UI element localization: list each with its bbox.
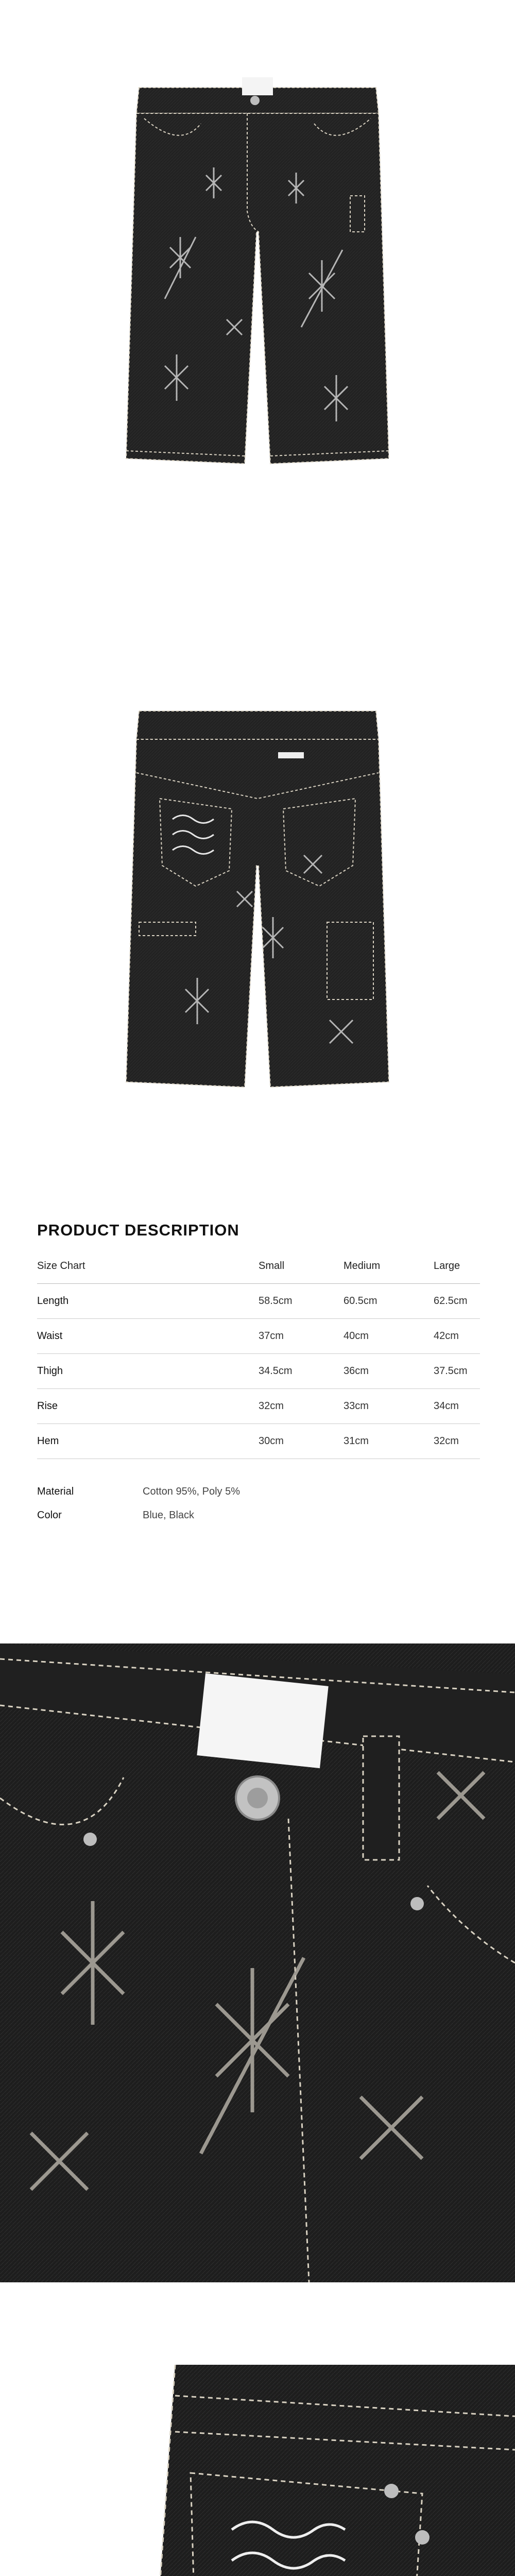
row-label: Rise bbox=[37, 1389, 259, 1424]
cell-large: 37.5cm bbox=[434, 1354, 480, 1389]
shorts-back-illustration bbox=[124, 701, 391, 1097]
cell-small: 32cm bbox=[259, 1389, 344, 1424]
size-chart-table bbox=[37, 1260, 480, 1459]
spec-row-color bbox=[37, 1503, 480, 1527]
cell-medium: 40cm bbox=[344, 1319, 434, 1354]
cell-small: 37cm bbox=[259, 1319, 344, 1354]
cell-small: 30cm bbox=[259, 1424, 344, 1459]
cell-large: 32cm bbox=[434, 1424, 480, 1459]
spec-label: Color bbox=[37, 1509, 62, 1521]
cell-large: 34cm bbox=[434, 1389, 480, 1424]
cell-medium: 33cm bbox=[344, 1389, 434, 1424]
size-chart-header: Size Chart bbox=[37, 1260, 259, 1284]
row-label: Hem bbox=[37, 1424, 259, 1459]
cell-medium: 31cm bbox=[344, 1424, 434, 1459]
product-photo-front bbox=[124, 77, 391, 474]
detail-front-illustration bbox=[0, 1643, 515, 2282]
table-row bbox=[37, 1354, 480, 1389]
spec-value: Cotton 95%, Poly 5% bbox=[143, 1485, 240, 1497]
spec-value: Blue, Black bbox=[143, 1509, 195, 1521]
row-label: Waist bbox=[37, 1319, 259, 1354]
product-description bbox=[37, 1221, 480, 1527]
spec-row-material bbox=[37, 1480, 480, 1503]
size-medium-header: Medium bbox=[344, 1260, 434, 1284]
cell-large: 62.5cm bbox=[434, 1284, 480, 1319]
product-photo-detail-front bbox=[0, 1643, 515, 2282]
shorts-front-illustration bbox=[124, 77, 391, 474]
table-row bbox=[37, 1389, 480, 1424]
cell-small: 34.5cm bbox=[259, 1354, 344, 1389]
size-small-header: Small bbox=[259, 1260, 344, 1284]
size-chart-header-row bbox=[37, 1260, 480, 1284]
spec-list bbox=[37, 1480, 480, 1527]
spec-label: Material bbox=[37, 1485, 74, 1497]
table-row bbox=[37, 1284, 480, 1319]
cell-medium: 36cm bbox=[344, 1354, 434, 1389]
cell-medium: 60.5cm bbox=[344, 1284, 434, 1319]
description-title: PRODUCT DESCRIPTION bbox=[37, 1221, 239, 1239]
cell-small: 58.5cm bbox=[259, 1284, 344, 1319]
size-large-header: Large bbox=[434, 1260, 480, 1284]
row-label: Length bbox=[37, 1284, 259, 1319]
table-row bbox=[37, 1424, 480, 1459]
row-label: Thigh bbox=[37, 1354, 259, 1389]
cell-large: 42cm bbox=[434, 1319, 480, 1354]
product-photo-detail-pocket bbox=[0, 2365, 515, 2576]
detail-pocket-illustration bbox=[0, 2365, 515, 2576]
product-photo-back bbox=[124, 701, 391, 1097]
table-row bbox=[37, 1319, 480, 1354]
